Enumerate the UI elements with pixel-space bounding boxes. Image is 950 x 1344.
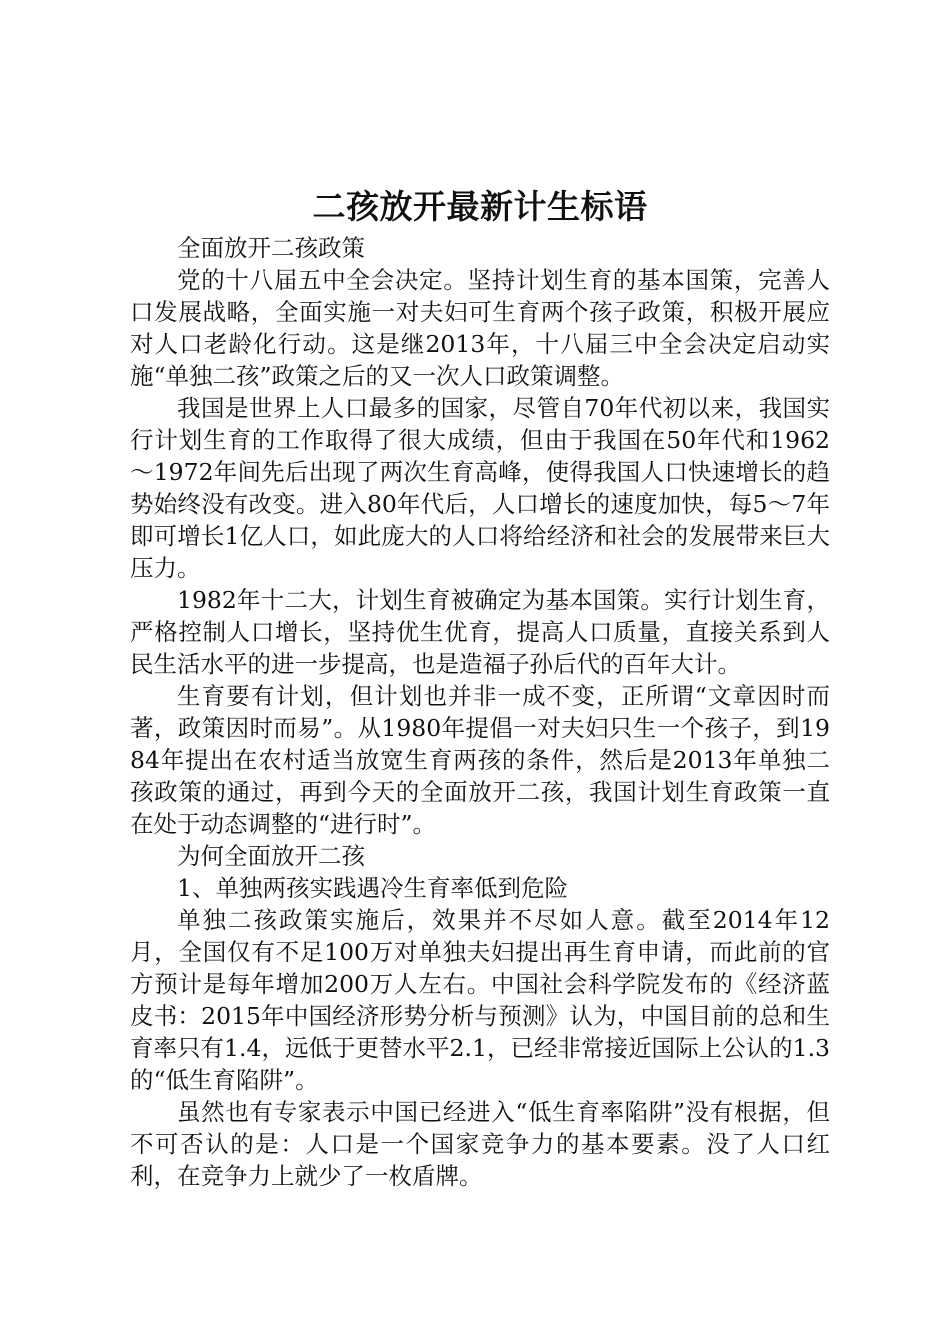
heading-why-open: 为何全面放开二孩 <box>177 842 365 870</box>
paragraph-policy-adjustment: 生育要有计划，但计划也并非一成不变，正所谓“文章因时而著，政策因时而易”。从1980年提倡一对夫妇只生一个孩子，到1984年提出在农村适当放宽生育两孩的条件，然后是2013年单独二孩政策的通过，再到今天的全面放开二孩，我国计划生育政策一直在处于动态调整的“进行时”。 <box>130 682 830 838</box>
paragraph-competitiveness: 虽然也有专家表示中国已经进入“低生育率陷阱”没有根据，但不可否认的是：人口是一个国家竞争力的基本要素。没了人口红利，在竞争力上就少了一枚盾牌。 <box>130 1098 830 1190</box>
document-page <box>130 182 830 1192</box>
subheading-one: 1、单独两孩实践遇冷生育率低到危险 <box>177 874 568 902</box>
paragraph-fertility-rate: 单独二孩政策实施后，效果并不尽如人意。截至2014年12月，全国仅有不足100万对单独夫妇提出再生育申请，而此前的官方预计是每年增加200万人左右。中国社会科学院发布的《经济蓝皮书：2015年中国经济形势分析与预测》认为，中国目前的总和生育率只有1.4，远低于更替水平2.1，已经非常接近国际上公认的1.3的“低生育陷阱”。 <box>130 906 830 1094</box>
document-title: 二孩放开最新计生标语 <box>312 187 648 226</box>
heading-policy: 全面放开二孩政策 <box>177 234 365 262</box>
paragraph-plenum-decision: 党的十八届五中全会决定。坚持计划生育的基本国策，完善人口发展战略，全面实施一对夫妇可生育两个孩子政策，积极开展应对人口老龄化行动。这是继2013年，十八届三中全会决定启动实施“单独二孩”政策之后的又一次人口政策调整。 <box>130 266 830 390</box>
paragraph-population-history: 我国是世界上人口最多的国家，尽管自70年代初以来，我国实行计划生育的工作取得了很大成绩，但由于我国在50年代和1962～1972年间先后出现了两次生育高峰，使得我国人口快速增长的趋势始终没有改变。进入80年代后，人口增长的速度加快，每5～7年即可增长1亿人口，如此庞大的人口将给经济和社会的发展带来巨大压力。 <box>130 394 830 582</box>
paragraph-basic-policy: 1982年十二大，计划生育被确定为基本国策。实行计划生育，严格控制人口增长，坚持优生优育，提高人口质量，直接关系到人民生活水平的进一步提高，也是造福子孙后代的百年大计。 <box>130 586 830 678</box>
